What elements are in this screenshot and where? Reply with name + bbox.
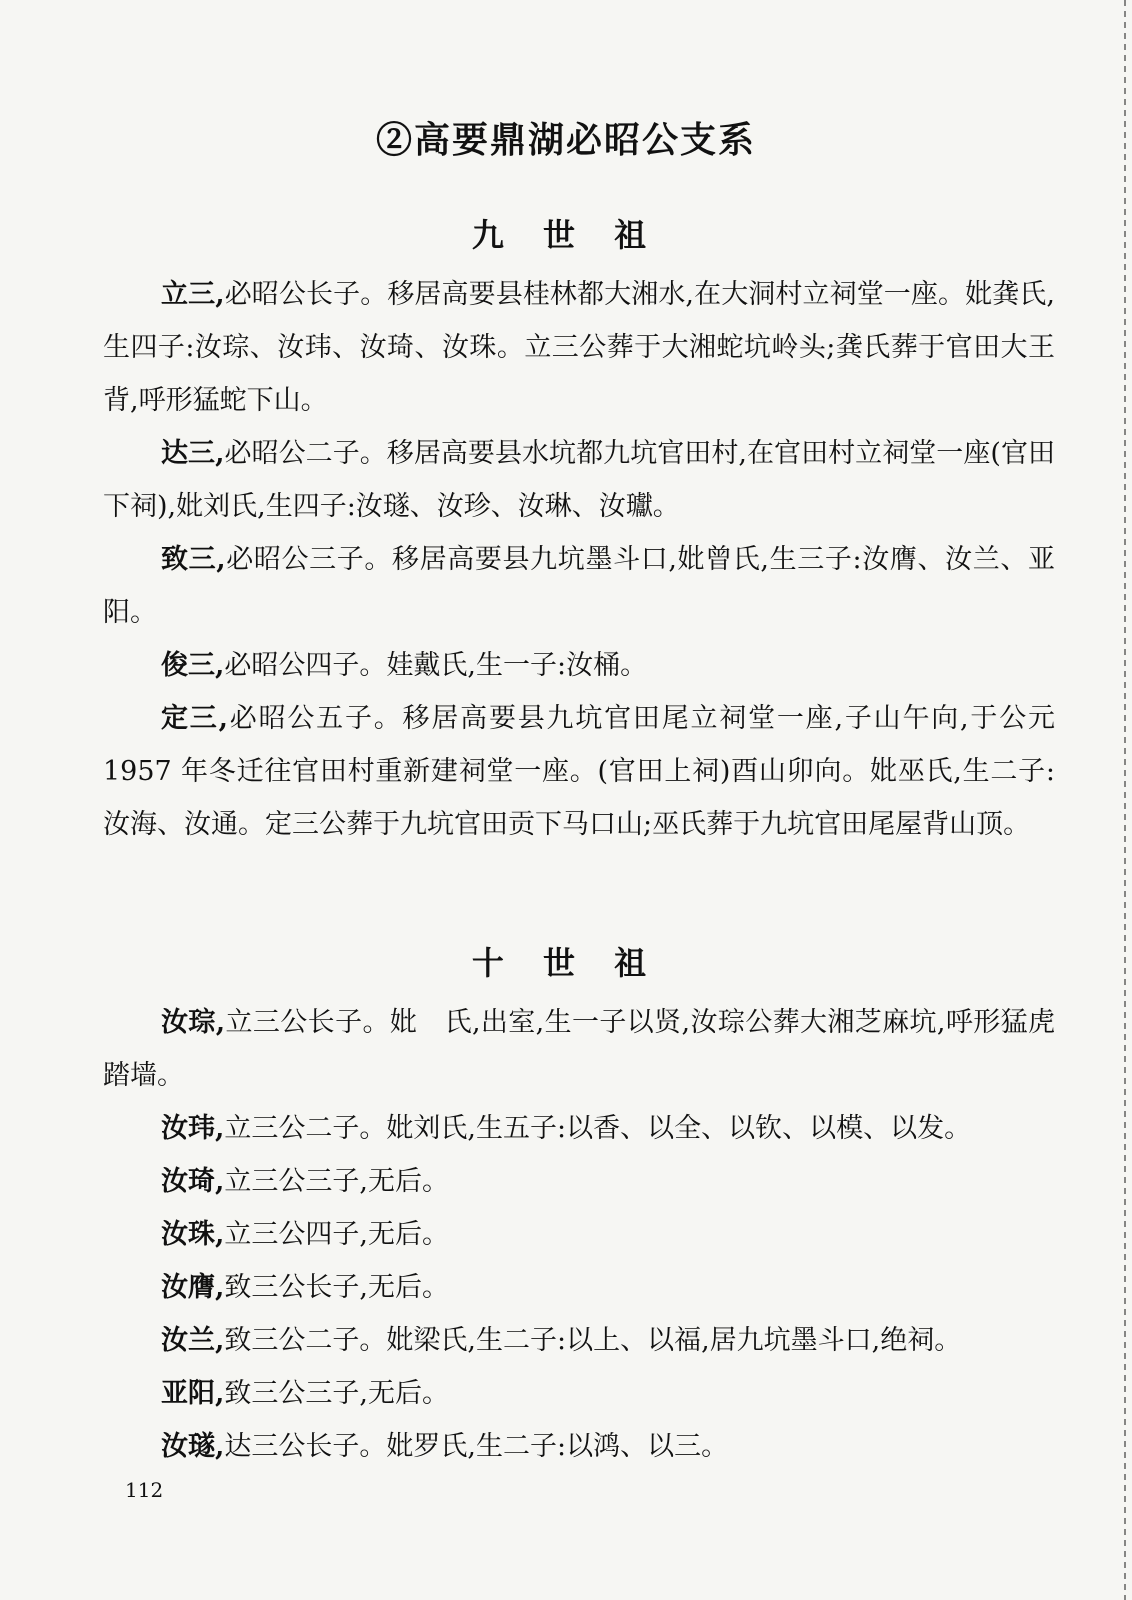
entry-text: 必昭公三子。移居高要县九坑墨斗口,妣曾氏,生三子:汝膺、汝兰、亚阳。 [103,544,1055,628]
entry-text: 致三公二子。妣梁氏,生二子:以上、以福,居九坑墨斗口,绝祠。 [224,1325,962,1356]
entry-text: 立三公三子,无后。 [224,1166,449,1197]
entry-name: 亚阳, [161,1378,225,1409]
genealogy-entry [103,1367,1055,1420]
entry-text: 必昭公二子。移居高要县水坑都九坑官田村,在官田村立祠堂一座(官田下祠),妣刘氏,生四子:汝璲、汝珍、汝琳、汝瓛。 [103,438,1055,522]
entry-name: 汝膺, [161,1272,225,1303]
genealogy-entry [103,1314,1055,1367]
genealogy-entry [103,1155,1055,1208]
entry-text: 致三公长子,无后。 [224,1272,449,1303]
genealogy-entry [103,996,1055,1102]
entry-name: 达三, [161,438,225,469]
entry-text: 立三公长子。妣 氏,出室,生一子以贤,汝琮公葬大湘芝麻坑,呼形猛虎踏墙。 [103,1007,1055,1091]
genealogy-entry [103,1261,1055,1314]
section-body-tenth-generation [103,996,1055,1473]
genealogy-entry [103,1208,1055,1261]
entry-name: 汝珠, [161,1219,225,1250]
genealogy-entry [103,1420,1055,1473]
entry-name: 立三, [161,279,225,310]
entry-text: 必昭公长子。移居高要县桂林都大湘水,在大洞村立祠堂一座。妣龚氏,生四子:汝琮、汝玮、汝琦、汝珠。立三公葬于大湘蛇坑岭头;龚氏葬于官田大王背,呼形猛蛇下山。 [103,279,1055,416]
genealogy-entry [103,533,1055,639]
entry-text: 达三公长子。妣罗氏,生二子:以鸿、以三。 [224,1431,729,1462]
genealogy-entry [103,692,1055,851]
entry-name: 俊三, [161,650,225,681]
entry-name: 汝琮, [161,1007,226,1038]
entry-name: 致三, [161,544,226,575]
entry-text: 致三公三子,无后。 [224,1378,449,1409]
entry-name: 汝兰, [161,1325,225,1356]
entry-name: 汝琦, [161,1166,225,1197]
page-number: 112 [125,1478,164,1502]
section-heading-ninth-generation: 九 世 祖 [471,216,661,254]
entry-name: 汝璲, [161,1431,225,1462]
entry-text: 立三公二子。妣刘氏,生五子:以香、以全、以钦、以模、以发。 [224,1113,972,1144]
section-heading-tenth-generation: 十 世 祖 [471,944,661,982]
entry-text: 必昭公四子。娃戴氏,生一子:汝桶。 [224,650,648,681]
entry-name: 定三, [161,703,228,734]
entry-text: 必昭公五子。移居高要县九坑官田尾立祠堂一座,子山午向,于公元 1957 年冬迁往官田村重新建祠堂一座。(官田上祠)酉山卯向。妣巫氏,生二子:汝海、汝通。定三公葬于九坑官田贡下马口山;巫氏葬于九坑官田尾屋背山顶。 [103,703,1055,840]
genealogy-entry [103,639,1055,692]
genealogy-entry [103,268,1055,427]
entry-text: 立三公四子,无后。 [224,1219,449,1250]
entry-name: 汝玮, [161,1113,225,1144]
genealogy-entry [103,1102,1055,1155]
page-title: ②高要鼎湖必昭公支系 [375,119,756,161]
genealogy-entry [103,427,1055,533]
section-body-ninth-generation [103,268,1055,851]
